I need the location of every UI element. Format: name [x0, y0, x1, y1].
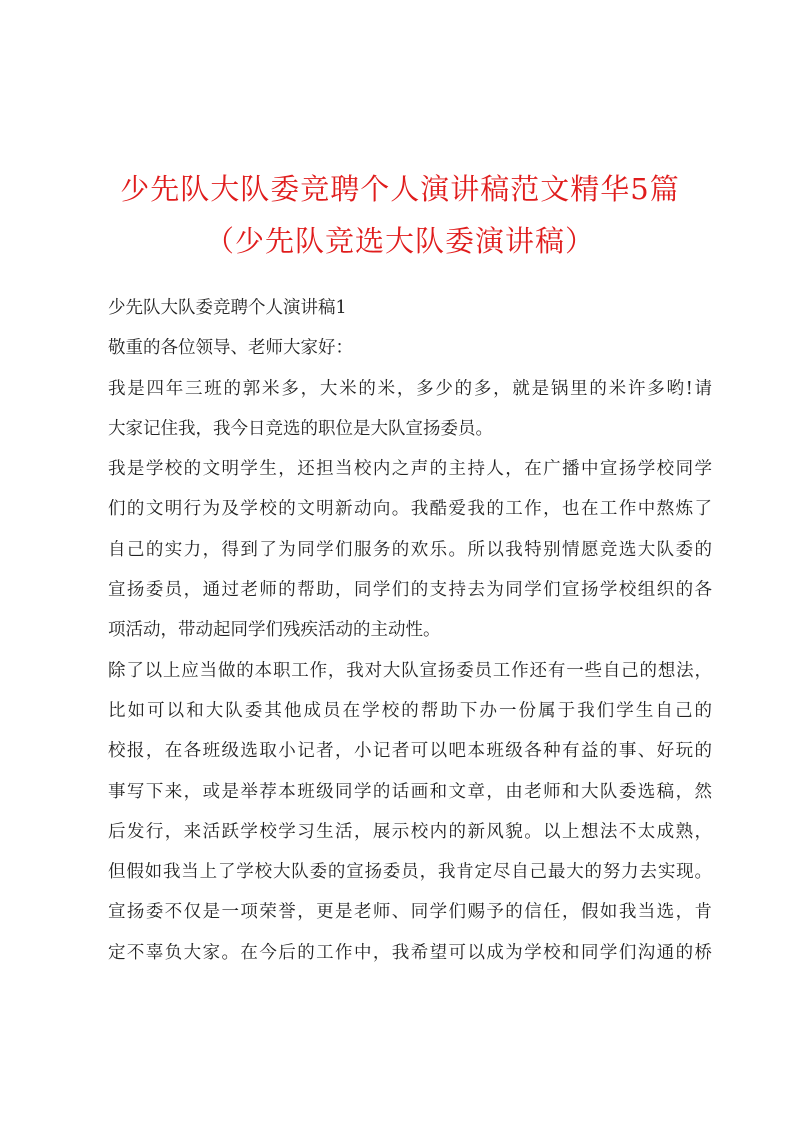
title-line-2: （少先队竞选大队委演讲稿）	[204, 224, 595, 258]
body-line: 我是四年三班的郭米多，大米的米，多少的多，就是锅里的米许多哟!请	[108, 378, 712, 399]
body-line: 但假如我当上了学校大队委的宣扬委员，我肯定尽自己最大的努力去实现。	[108, 862, 712, 883]
body-line: 定不辜负大家。在今后的工作中，我希望可以成为学校和同学们沟通的桥	[108, 942, 712, 963]
salutation: 敬重的各位领导、老师大家好：	[108, 338, 353, 359]
body-line: 事写下来，或是举荐本班级同学的话画和文章，由老师和大队委选稿，然	[108, 781, 712, 802]
body-line: 大家记住我，我今日竞选的职位是大队宣扬委员。	[108, 418, 493, 439]
body-line: 宣扬委不仅是一项荣誉，更是老师、同学们赐予的信任，假如我当选，肯	[108, 902, 712, 923]
body-line: 们的文明行为及学校的文明新动向。我酷爱我的工作，也在工作中熬炼了	[108, 499, 712, 520]
document-body	[108, 288, 712, 973]
body-line: 我是学校的文明学生，还担当校内之声的主持人，在广播中宣扬学校同学	[108, 459, 712, 480]
body-line: 比如可以和大队委其他成员在学校的帮助下办一份属于我们学生自己的	[108, 700, 712, 721]
body-line: 自己的实力，得到了为同学们服务的欢乐。所以我特别情愿竞选大队委的	[108, 539, 712, 560]
document-title	[0, 163, 800, 267]
body-line: 宣扬委员，通过老师的帮助，同学们的支持去为同学们宣扬学校组织的各	[108, 580, 712, 601]
title-line-1: 少先队大队委竞聘个人演讲稿范文精华5篇	[120, 172, 680, 206]
body-line: 项活动，带动起同学们残疾活动的主动性。	[108, 620, 441, 641]
body-line: 除了以上应当做的本职工作，我对大队宣扬委员工作还有一些自己的想法，	[108, 660, 712, 681]
body-line: 后发行，来活跃学校学习生活，展示校内的新风貌。以上想法不太成熟，	[108, 821, 712, 842]
body-line: 校报，在各班级选取小记者，小记者可以吧本班级各种有益的事、好玩的	[108, 741, 712, 762]
section-heading: 少先队大队委竞聘个人演讲稿1	[108, 298, 347, 318]
